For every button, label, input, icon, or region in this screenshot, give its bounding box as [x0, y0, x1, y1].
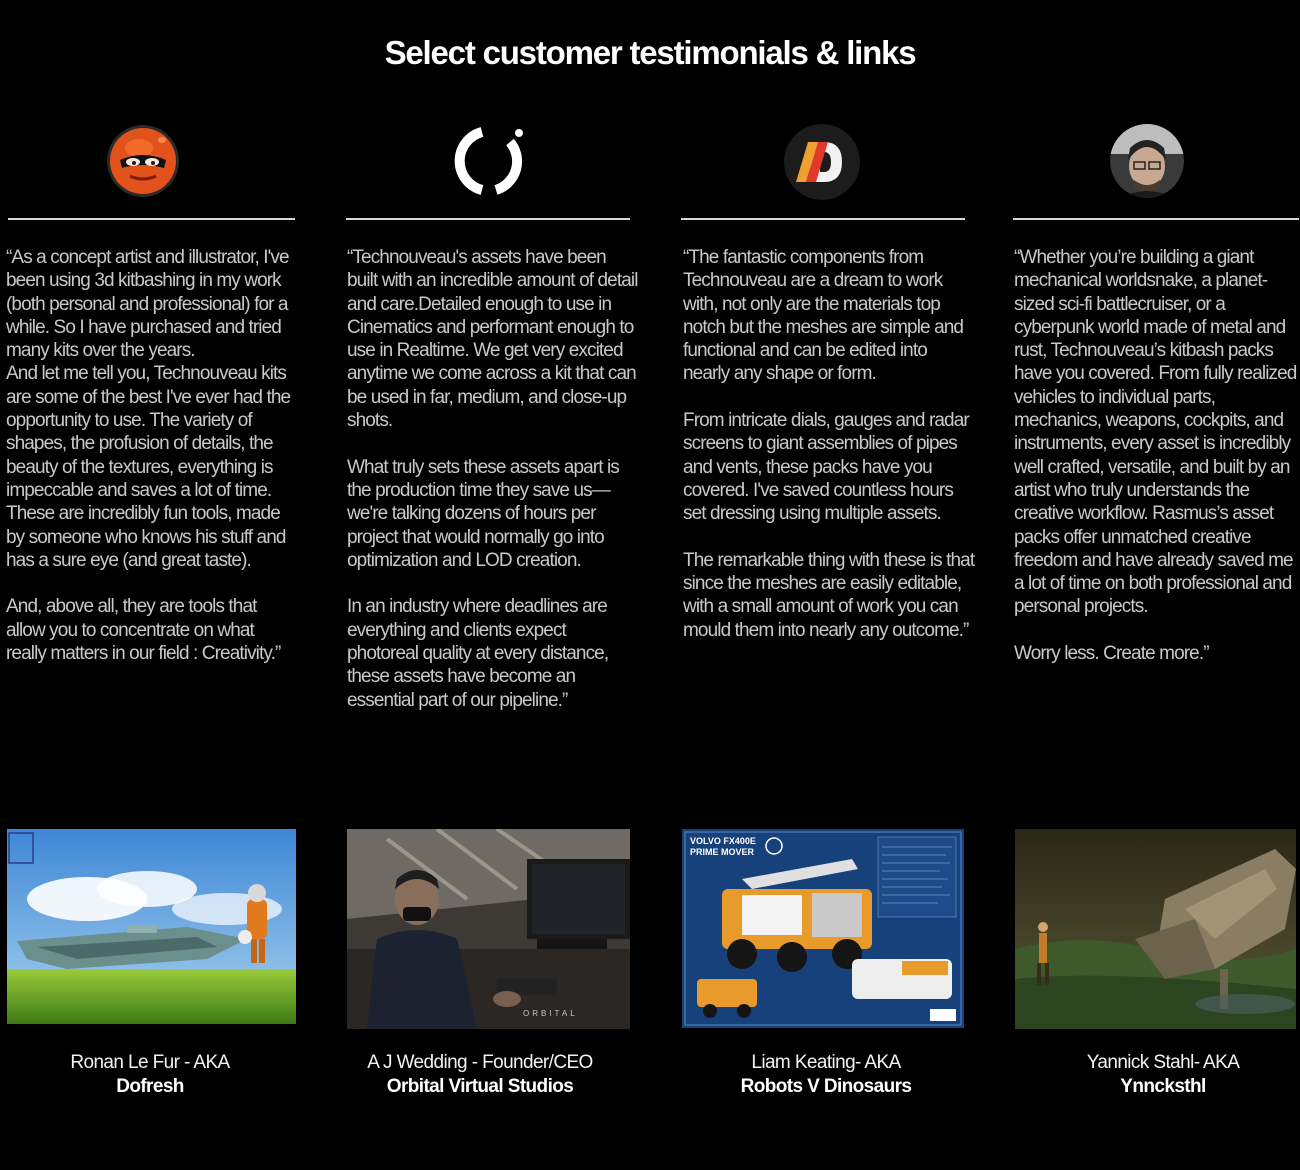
- author-name: A J Wedding - Founder/CEO: [367, 1052, 593, 1073]
- quote-paragraph: In an industry where deadlines are everything and clients expect photoreal quality at every distance, these assets have become an essential part of our pipeline.”: [347, 596, 609, 711]
- author-name: Liam Keating- AKA: [751, 1052, 901, 1073]
- wrecked-ship-landscape[interactable]: [1015, 829, 1296, 1029]
- quote-paragraph: “The fantastic components from Technouveau are a dream to work with, not only are the materials top notch but the meshes are simple and functional and can be edited into nearly any shape or form.: [683, 247, 964, 385]
- d-letter-logo-icon[interactable]: [784, 124, 860, 200]
- author-name: Ronan Le Fur - AKA: [70, 1052, 230, 1073]
- testimonial-quote: [683, 246, 975, 642]
- testimonial-author: [340, 1051, 620, 1099]
- orange-character-avatar-icon[interactable]: [106, 124, 180, 198]
- testimonial-card: [0, 0, 300, 1170]
- divider: [8, 218, 295, 220]
- quote-paragraph: And, above all, they are tools that allow you to concentrate on what really matters in our field : Creativity.”: [6, 596, 281, 665]
- author-alias[interactable]: Orbital Virtual Studios: [386, 1076, 574, 1097]
- quote-paragraph: Worry less. Create more.”: [1014, 643, 1209, 665]
- divider: [681, 218, 965, 220]
- quote-paragraph: From intricate dials, gauges and radar screens to giant assemblies of pipes and vents, these packs have you covered. I've saved countless hours set dressing using multiple assets.: [683, 410, 969, 525]
- testimonial-author: [1010, 1051, 1300, 1099]
- portrait-avatar-icon[interactable]: [1110, 124, 1184, 198]
- quote-paragraph: “As a concept artist and illustrator, I've been using 3d kitbashing in my work (both personal and professional) for a while. So I have purchased and tried many kits over the years. And let me tell you, Technouveau kits are some of the best I've ever had the opportunity to use. The variety of shapes, the profusion of details, the beauty of the textures, everything is impeccable and saves a lot of time. These are incredibly fun tools, made by someone who knows his stuff and has a sure eye (and great taste).: [6, 247, 291, 571]
- testimonial-quote: [6, 246, 298, 665]
- author-alias[interactable]: Dofresh: [116, 1076, 184, 1097]
- divider: [1013, 218, 1299, 220]
- testimonial-author: [0, 1051, 300, 1099]
- author-alias[interactable]: Ynncksthl: [1120, 1076, 1206, 1097]
- divider: [346, 218, 630, 220]
- photo-brand-text: ORBITAL: [523, 1009, 578, 1018]
- quote-paragraph: “Whether you’re building a giant mechanical worldsnake, a planet-sized sci-fi battlecruiser, or a cyberpunk world made of metal and rust, Technouveau’s kitbash packs have you covered. From fully realized vehicles to individual parts, mechanics, weapons, cockpits, and instruments, every asset is incredibly well crafted, versatile, and built by an artist who truly understands the creative workflow. Rasmus’s asset packs offer unmatched creative freedom and have already saved me a lot of time on both professional and personal projects.: [1014, 247, 1297, 618]
- testimonial-card: [1010, 0, 1300, 1170]
- testimonial-quote: [1014, 246, 1300, 665]
- quote-paragraph: The remarkable thing with these is that since the meshes are easily editable, with a small amount of work you can mould them into nearly any outcome.”: [683, 549, 975, 641]
- orbital-ring-logo-icon[interactable]: [452, 124, 526, 198]
- studio-operator-photo[interactable]: [347, 829, 630, 1029]
- poster-title-line: VOLVO FX400E: [690, 836, 756, 846]
- spaceship-astronaut-painting[interactable]: [7, 829, 296, 1024]
- vehicle-blueprint-poster[interactable]: [682, 829, 964, 1028]
- poster-title-line: PRIME MOVER: [690, 847, 755, 857]
- author-name: Yannick Stahl- AKA: [1086, 1052, 1240, 1073]
- testimonial-card: [676, 0, 976, 1170]
- quote-paragraph: What truly sets these assets apart is the production time they save us—we're talking dozens of hours per project that would normally go into optimization and LOD creation.: [347, 456, 619, 571]
- page-title: Select customer testimonials & links: [384, 34, 916, 71]
- testimonial-quote: [347, 246, 639, 712]
- testimonial-author: [676, 1051, 976, 1099]
- author-alias[interactable]: Robots V Dinosaurs: [740, 1076, 912, 1097]
- testimonial-card: [340, 0, 640, 1170]
- quote-paragraph: “Technouveau's assets have been built with an incredible amount of detail and care.Detailed enough to use in Cinematics and performant enough to use in Realtime. We get very excited anytime we come across a kit that can be used in far, medium, and close-up shots.: [347, 247, 638, 432]
